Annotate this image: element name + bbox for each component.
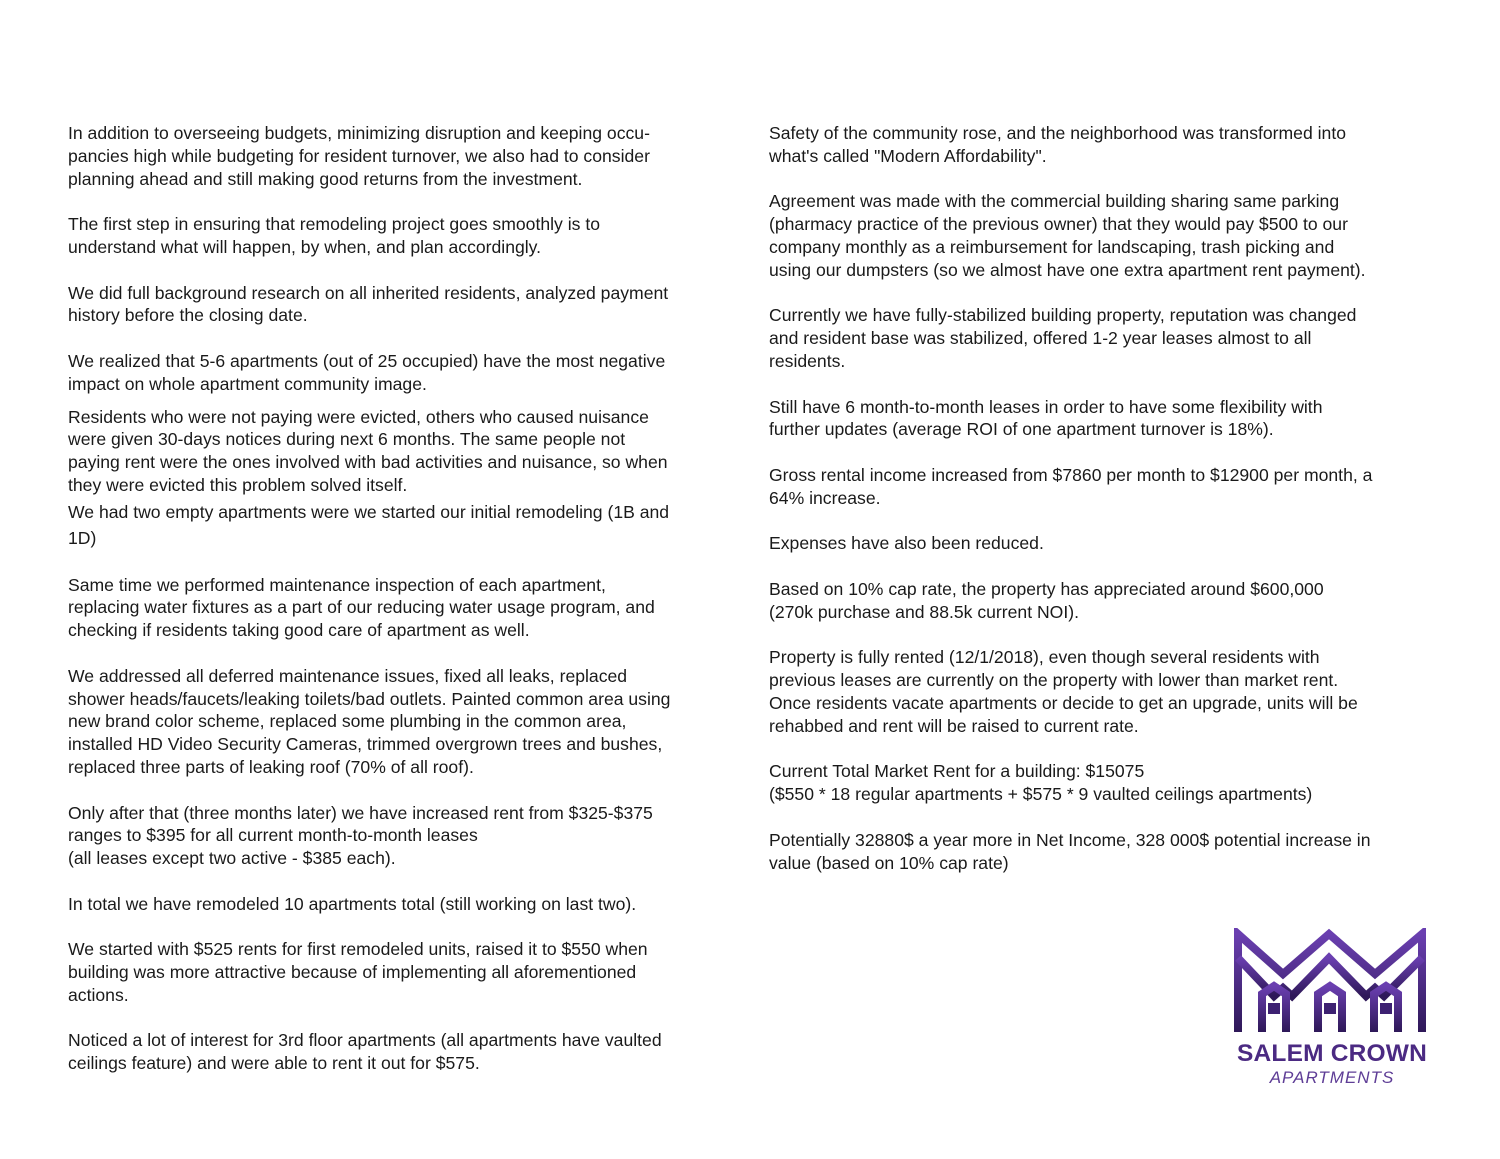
paragraph-line: understand what will happen, by when, and plan accordingly.	[68, 236, 542, 257]
left-column	[68, 122, 738, 1075]
paragraph-line: history before the closing date.	[68, 305, 308, 326]
paragraph-line: residents.	[769, 350, 846, 371]
paragraph-line: 64% increase.	[769, 487, 881, 508]
brand-name: SALEM CROWN	[1236, 1040, 1428, 1067]
paragraph-line: were given 30-days notices during next 6 months. The same people not	[68, 429, 626, 450]
paragraph-line: We realized that 5-6 apartments (out of 25 occupied) have the most negative	[68, 350, 666, 371]
paragraph-line: We did full background research on all inherited residents, analyzed payment	[68, 282, 669, 303]
paragraph-line: We had two empty apartments were we started our initial remodeling (1B and	[68, 501, 670, 522]
paragraph-line: shower heads/faucets/leaking toilets/bad outlets. Painted common area using	[68, 688, 671, 709]
paragraph-line: pancies high while budgeting for resident turnover, we also had to consider	[68, 145, 650, 166]
paragraph-line: and resident base was stabilized, offered 1-2 year leases almost to all	[769, 328, 1312, 349]
paragraph-line: We addressed all deferred maintenance issues, fixed all leaks, replaced	[68, 665, 628, 686]
paragraph-line: Only after that (three months later) we have increased rent from $325-$375	[68, 802, 653, 823]
paragraph-line: Property is fully rented (12/1/2018), even though several residents with	[769, 647, 1320, 668]
paragraph-line: further updates (average ROI of one apartment turnover is 18%).	[769, 419, 1274, 440]
paragraph-line: Based on 10% cap rate, the property has appreciated around $600,000	[769, 578, 1324, 599]
paragraph-line: (270k purchase and 88.5k current NOI).	[769, 601, 1080, 622]
paragraph-line: Expenses have also been reduced.	[769, 533, 1044, 554]
paragraph-line: Agreement was made with the commercial building sharing same parking	[769, 191, 1340, 212]
paragraph-line: (all leases except two active - $385 each).	[68, 848, 396, 869]
paragraph-line: Still have 6 month-to-month leases in order to have some flexibility with	[769, 396, 1323, 417]
paragraph-line: replacing water fixtures as a part of our reducing water usage program, and	[68, 597, 655, 618]
paragraph-line: impact on whole apartment community image.	[68, 373, 427, 394]
paragraph-line: value (based on 10% cap rate)	[769, 852, 1009, 873]
company-logo	[1222, 928, 1442, 1088]
paragraph-line: replaced three parts of leaking roof (70% of all roof).	[68, 756, 474, 777]
paragraph-line: (pharmacy practice of the previous owner) that they would pay $500 to our	[769, 214, 1348, 235]
paragraph-line: We started with $525 rents for first remodeled units, raised it to $550 when	[68, 939, 648, 960]
paragraph-line: Once residents vacate apartments or decide to get an upgrade, units will be	[769, 692, 1358, 713]
crown-houses-icon	[1234, 928, 1430, 1036]
paragraph-line: they were evicted this problem solved itself.	[68, 474, 408, 495]
paragraph-line: Gross rental income increased from $7860 per month to $12900 per month, a	[769, 464, 1373, 485]
paragraph-line: Same time we performed maintenance inspection of each apartment,	[68, 574, 606, 595]
paragraph-line: 1D)	[68, 527, 97, 548]
paragraph-line: installed HD Video Security Cameras, trimmed overgrown trees and bushes,	[68, 734, 663, 755]
paragraph-line: planning ahead and still making good returns from the investment.	[68, 168, 583, 189]
paragraph-line: actions.	[68, 984, 129, 1005]
paragraph-line: new brand color scheme, replaced some plumbing in the common area,	[68, 711, 627, 732]
paragraph-line: Safety of the community rose, and the neighborhood was transformed into	[769, 123, 1347, 143]
paragraph-line: using our dumpsters (so we almost have one extra apartment rent payment).	[769, 259, 1366, 280]
paragraph-line: company monthly as a reimbursement for landscaping, trash picking and	[769, 236, 1335, 257]
paragraph-line: what's called "Modern Affordability".	[769, 145, 1047, 166]
paragraph-line: In addition to overseeing budgets, minimizing disruption and keeping occu-	[68, 123, 650, 143]
paragraph-line: paying rent were the ones involved with bad activities and nuisance, so when	[68, 452, 668, 473]
paragraph-line: ($550 * 18 regular apartments + $575 * 9 vaulted ceilings apartments)	[769, 784, 1313, 805]
paragraph-line: building was more attractive because of implementing all aforementioned	[68, 962, 637, 983]
right-column	[769, 122, 1434, 874]
paragraph-line: Residents who were not paying were evicted, others who caused nuisance	[68, 406, 649, 427]
paragraph-line: rehabbed and rent will be raised to current rate.	[769, 715, 1139, 736]
paragraph-line: checking if residents taking good care of apartment as well.	[68, 620, 530, 641]
paragraph-line: Currently we have fully-stabilized building property, reputation was changed	[769, 305, 1357, 326]
paragraph-line: Potentially 32880$ a year more in Net Income, 328 000$ potential increase in	[769, 829, 1371, 850]
paragraph-line: Current Total Market Rent for a building: $15075	[769, 761, 1145, 782]
brand-subtitle: APARTMENTS	[1269, 1068, 1395, 1087]
paragraph-line: Noticed a lot of interest for 3rd floor apartments (all apartments have vaulted	[68, 1030, 662, 1051]
paragraph-line: The first step in ensuring that remodeling project goes smoothly is to	[68, 214, 600, 235]
paragraph-line: ceilings feature) and were able to rent it out for $575.	[68, 1053, 480, 1074]
paragraph-line: In total we have remodeled 10 apartments total (still working on last two).	[68, 893, 637, 914]
paragraph-line: ranges to $395 for all current month-to-month leases	[68, 825, 478, 846]
paragraph-line: previous leases are currently on the property with lower than market rent.	[769, 670, 1339, 691]
